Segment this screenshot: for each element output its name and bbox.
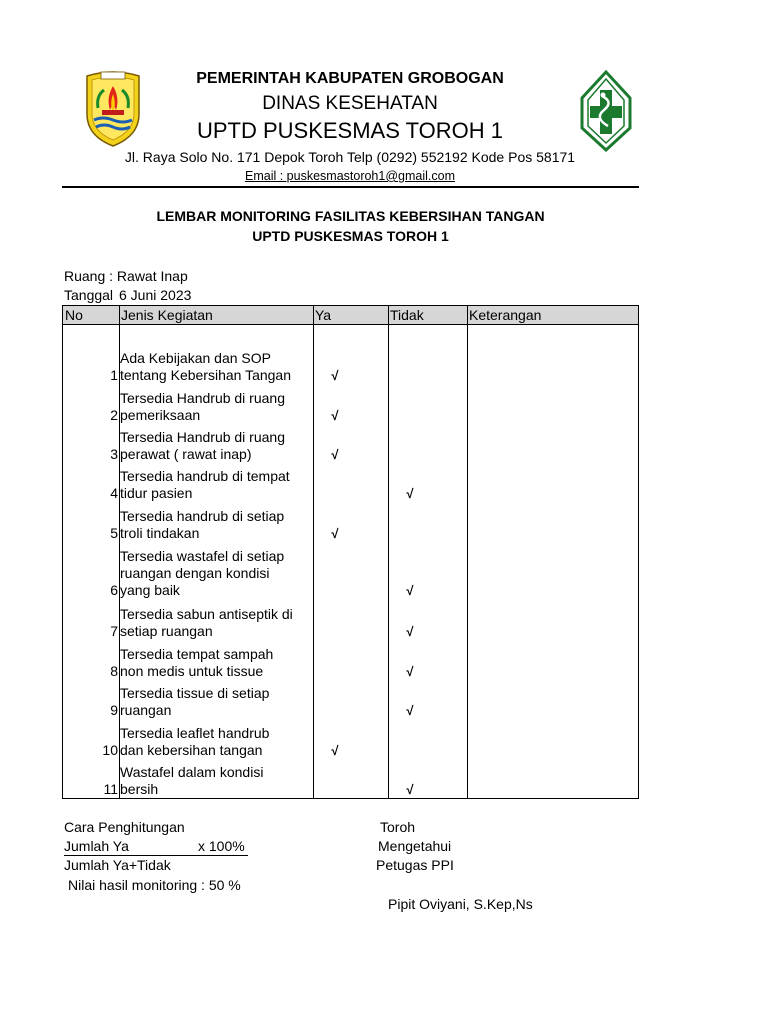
activity-text: dan kebersihan tangan xyxy=(120,742,263,758)
header-department: DINAS KESEHATAN xyxy=(262,93,438,114)
col-header-activity: Jenis Kegiatan xyxy=(119,306,313,325)
table-row xyxy=(63,685,638,719)
row-number: 3 xyxy=(110,446,118,462)
table-row xyxy=(63,764,638,798)
row-number: 5 xyxy=(110,525,118,541)
ya-check: √ xyxy=(331,743,339,758)
header-address: Jl. Raya Solo No. 171 Depok Toroh Telp (0292) 552192 Kode Pos 58171 xyxy=(124,149,576,165)
activity-text: bersih xyxy=(120,781,159,797)
ya-check: √ xyxy=(331,447,339,462)
ya-check: √ xyxy=(331,408,339,423)
row-number: 10 xyxy=(102,742,118,758)
activity-text: troli tindakan xyxy=(120,525,200,541)
activity-text: Tersedia leaflet handrub xyxy=(120,725,270,741)
activity-text: pemeriksaan xyxy=(120,407,201,423)
signature-acknowledged: Mengetahui xyxy=(378,838,452,854)
table-row xyxy=(63,606,638,640)
calc-method-label: Cara Penghitungan xyxy=(64,819,185,835)
header-email: Email : puskesmastoroh1@gmail.com xyxy=(245,169,455,183)
activity-text: Tersedia wastafel di setiap xyxy=(120,548,285,564)
activity-text: setiap ruangan xyxy=(120,623,213,639)
row-number: 11 xyxy=(103,781,118,797)
activity-text: ruangan xyxy=(120,702,172,718)
activity-text: perawat ( rawat inap) xyxy=(120,446,252,462)
table-row xyxy=(63,350,638,384)
activity-text: Tersedia handrub di setiap xyxy=(120,508,285,524)
date-value: 6 Juni 2023 xyxy=(119,287,192,303)
header-government: PEMERINTAH KABUPATEN GROBOGAN xyxy=(196,70,504,87)
col-header-no: No xyxy=(63,306,119,325)
signature-role: Petugas PPI xyxy=(376,857,454,873)
table-row xyxy=(63,468,638,502)
activity-text: Tersedia Handrub di ruang xyxy=(120,390,285,406)
row-number: 9 xyxy=(110,702,118,718)
activity-text: ruangan dengan kondisi xyxy=(120,565,270,581)
header-divider xyxy=(62,186,639,188)
formula-numerator xyxy=(64,838,248,856)
row-number: 2 xyxy=(110,407,118,423)
tidak-check: √ xyxy=(406,624,414,639)
col-header-tidak: Tidak xyxy=(388,306,467,325)
activity-text: Ada Kebijakan dan SOP xyxy=(120,350,271,366)
tidak-check: √ xyxy=(406,486,414,501)
table-row xyxy=(63,429,638,463)
row-number: 8 xyxy=(110,663,118,679)
formula-jumlah-ya: Jumlah Ya xyxy=(64,838,129,854)
table-row xyxy=(63,725,638,759)
ya-check: √ xyxy=(331,526,339,541)
activity-text: yang baik xyxy=(120,582,180,598)
table-row xyxy=(63,548,638,599)
ya-check: √ xyxy=(331,368,339,383)
col-header-ya: Ya xyxy=(313,306,388,325)
signature-place: Toroh xyxy=(380,819,416,835)
tidak-check: √ xyxy=(406,703,414,718)
row-number: 7 xyxy=(110,623,118,639)
monitoring-result: Nilai hasil monitoring : 50 % xyxy=(68,877,241,893)
col-header-keterangan: Keterangan xyxy=(467,306,638,325)
formula-multiplier: x 100% xyxy=(198,838,245,854)
activity-text: Tersedia tempat sampah xyxy=(120,646,274,662)
activity-text: Tersedia tissue di setiap xyxy=(120,685,270,701)
table-row xyxy=(63,508,638,542)
activity-text: non medis untuk tissue xyxy=(120,663,264,679)
row-number: 6 xyxy=(110,582,118,598)
activity-text: Tersedia Handrub di ruang xyxy=(120,429,285,445)
activity-text: Wastafel dalam kondisi xyxy=(120,764,264,780)
signature-name: Pipit Oviyani, S.Kep,Ns xyxy=(388,896,533,912)
activity-text: tidur pasien xyxy=(120,485,193,501)
tidak-check: √ xyxy=(406,664,414,679)
row-number: 1 xyxy=(110,367,118,383)
table-row xyxy=(63,390,638,424)
document-title: LEMBAR MONITORING FASILITAS KEBERSIHAN TANGAN xyxy=(156,208,545,224)
monitoring-table xyxy=(62,305,639,799)
room-label: Ruang : Rawat Inap xyxy=(64,268,188,284)
tidak-check: √ xyxy=(406,583,414,598)
date-label: Tanggal xyxy=(64,287,114,303)
activity-text: Tersedia handrub di tempat xyxy=(120,468,290,484)
row-number: 4 xyxy=(110,485,118,501)
table-row xyxy=(63,646,638,680)
activity-text: tentang Kebersihan Tangan xyxy=(120,367,291,383)
formula-denominator: Jumlah Ya+Tidak xyxy=(64,857,171,873)
header-puskesmas: UPTD PUSKESMAS TOROH 1 xyxy=(196,118,504,143)
activity-text: Tersedia sabun antiseptik di xyxy=(120,606,293,622)
tidak-check: √ xyxy=(406,782,414,797)
document-subtitle: UPTD PUSKESMAS TOROH 1 xyxy=(252,228,449,244)
